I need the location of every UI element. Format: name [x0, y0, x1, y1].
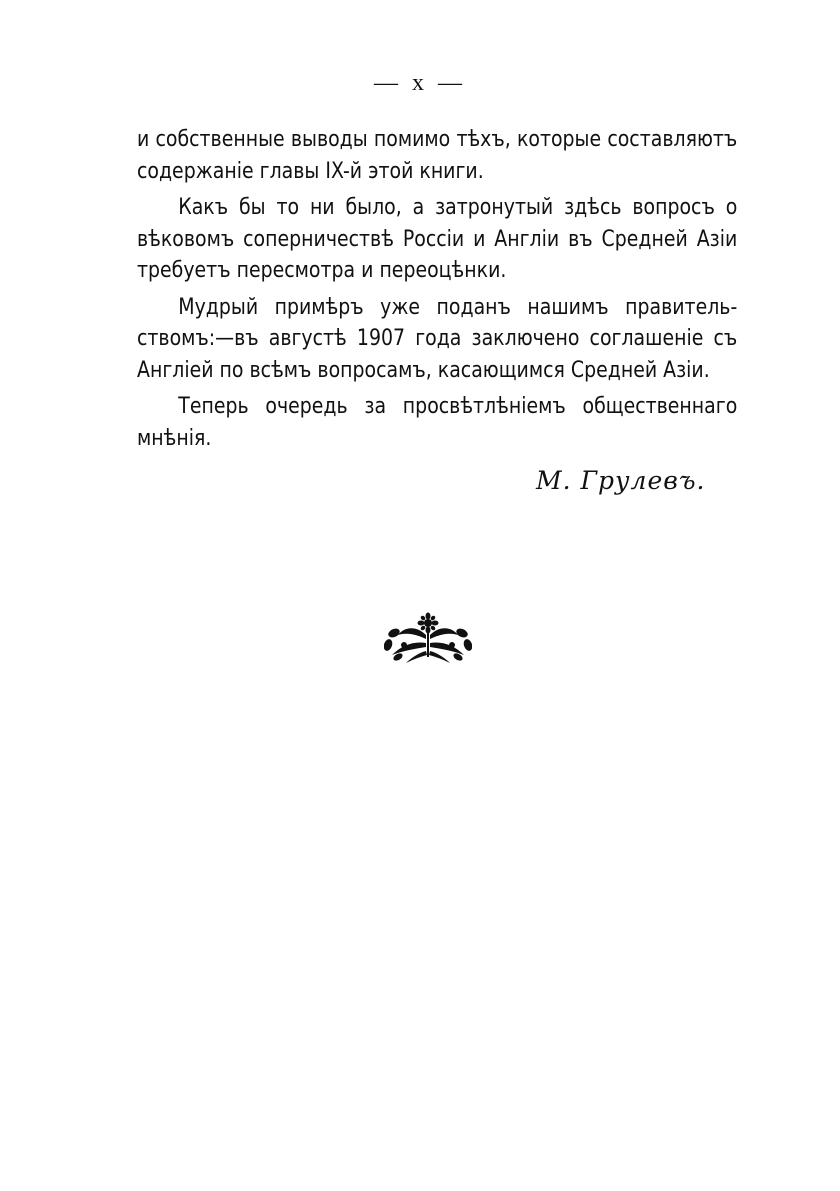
text-line: и собственные выводы помимо тѣхъ, которые составляютъ: [137, 127, 738, 152]
text-line: Англіей по всѣмъ вопросамъ, касающимся Средней Азіи.: [137, 357, 710, 383]
text-line: мнѣнія.: [137, 425, 212, 451]
floral-vignette-icon: [384, 611, 472, 663]
page-number: — x —: [374, 70, 466, 96]
author-signature: М. Грулевъ.: [536, 466, 706, 495]
text-line: Мудрый примѣръ уже поданъ нашимъ правитель-: [178, 294, 738, 320]
body-text: [137, 124, 737, 454]
text-line: содержаніе главы IX-й этой книги.: [137, 158, 484, 184]
text-line: Теперь очередь за просвѣтлѣніемъ общественнаго: [178, 394, 738, 419]
text-line: требуетъ пересмотра и переоцѣнки.: [137, 258, 507, 283]
text-line: вѣковомъ соперничествѣ Россіи и Англіи въ Средней Азіи: [137, 226, 738, 252]
text-line: Какъ бы то ни было, а затронутый здѣсь вопросъ о: [178, 195, 738, 220]
text-line: ствомъ:—въ августѣ 1907 года заключено соглашеніе съ: [137, 326, 738, 351]
